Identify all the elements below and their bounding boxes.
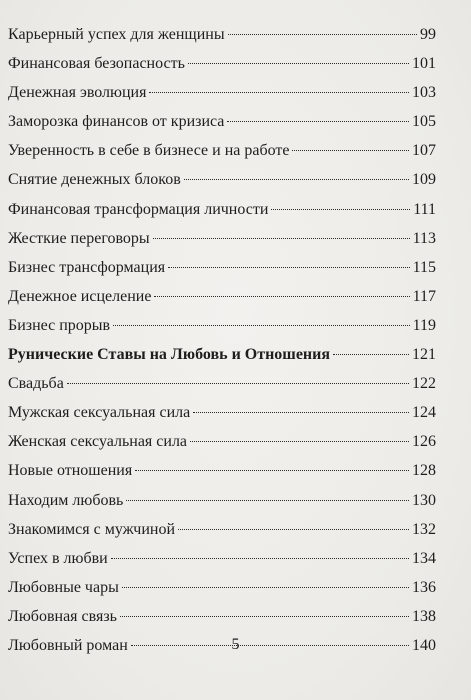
dot-leader <box>227 121 409 122</box>
toc-entry <box>8 107 436 136</box>
toc-entry-page: 113 <box>412 229 436 247</box>
toc-entry-page: 99 <box>420 26 436 43</box>
page-number: 5 <box>231 636 240 653</box>
toc-entry-page: 130 <box>412 491 436 509</box>
toc-entry-page: 119 <box>412 316 436 334</box>
toc-entry-title: Уверенность в себе в бизнесе и на работе <box>8 142 290 160</box>
toc-entry-page: 109 <box>412 171 436 189</box>
toc-entry-title: Финансовая трансформация личности <box>8 200 269 218</box>
dot-leader <box>67 383 409 384</box>
toc-entry-title: Находим любовь <box>8 491 124 509</box>
toc-entry <box>8 224 436 253</box>
toc-entry-title: Женская сексуальная сила <box>8 433 188 451</box>
dot-leader <box>168 267 409 268</box>
toc-entry-page: 128 <box>412 462 436 480</box>
toc-entry-page: 126 <box>412 433 436 451</box>
toc-entry-title: Любовный роман <box>8 636 128 654</box>
toc-entry <box>8 78 436 107</box>
toc-entry-title: Денежное исцеление <box>8 287 152 305</box>
dot-leader <box>149 92 409 93</box>
toc-section-heading <box>8 340 436 369</box>
toc-entry-title: Денежная эволюция <box>8 84 147 102</box>
toc-entry <box>8 515 436 544</box>
toc-entry-title: Бизнес прорыв <box>8 316 111 334</box>
toc-entry-page: 105 <box>412 113 436 131</box>
toc-entry <box>8 311 436 340</box>
toc-entry <box>8 253 436 282</box>
toc-entry <box>8 427 436 456</box>
toc-entry-title: Знакомимся с мужчиной <box>8 520 176 538</box>
toc-entry <box>8 136 436 165</box>
toc-entry-title: Заморозка финансов от кризиса <box>8 113 225 131</box>
toc-entry <box>8 195 436 224</box>
toc-entry <box>8 165 436 194</box>
toc-entry-page: 115 <box>412 258 436 276</box>
toc-entry-page: 107 <box>412 142 436 160</box>
toc-entry-title: Рунические Ставы на Любовь и Отношения <box>8 346 331 364</box>
dot-leader <box>292 150 409 151</box>
dot-leader <box>122 587 409 588</box>
toc-entry-title: Новые отношения <box>8 462 133 480</box>
toc-entry-title: Снятие денежных блоков <box>8 171 181 189</box>
toc-entry-page: 140 <box>412 636 436 654</box>
dot-leader <box>184 179 409 180</box>
toc-entry <box>8 282 436 311</box>
toc-entry <box>8 486 436 515</box>
toc-entry-title: Карьерный успех для женщины <box>8 26 225 43</box>
toc-entry <box>8 398 436 427</box>
toc-entry-title: Успех в любви <box>8 549 108 567</box>
dot-leader <box>120 616 409 617</box>
toc-entry-page: 132 <box>412 520 436 538</box>
toc-entry-title: Любовные чары <box>8 578 119 596</box>
dot-leader <box>154 296 409 297</box>
dot-leader <box>190 441 409 442</box>
dot-leader <box>178 529 409 530</box>
toc-entry-page: 101 <box>412 55 436 73</box>
dot-leader <box>271 209 410 210</box>
dot-leader <box>193 412 409 413</box>
toc-entry-title: Финансовая безопасность <box>8 55 185 73</box>
toc-entry-page: 111 <box>413 200 436 218</box>
toc-entry-title: Мужская сексуальная сила <box>8 404 191 422</box>
toc-entry <box>8 49 436 78</box>
toc-entry-page: 121 <box>412 346 436 364</box>
dot-leader <box>113 325 409 326</box>
toc-entry-page: 117 <box>412 287 436 305</box>
toc-entry <box>8 573 436 602</box>
toc-entry-page: 124 <box>412 404 436 422</box>
toc-entry-page: 103 <box>412 84 436 102</box>
toc-entry <box>8 456 436 485</box>
dot-leader <box>126 500 409 501</box>
toc-entry <box>8 544 436 573</box>
toc-entry-page: 122 <box>412 375 436 393</box>
dot-leader <box>188 63 409 64</box>
dot-leader <box>333 354 409 355</box>
toc-entry-page: 134 <box>412 549 436 567</box>
dot-leader <box>135 470 409 471</box>
dot-leader <box>111 558 409 559</box>
toc-entry-page: 138 <box>412 607 436 625</box>
toc-entry-title: Жесткие переговоры <box>8 229 150 247</box>
toc-entry-page: 136 <box>412 578 436 596</box>
dot-leader <box>228 34 417 35</box>
toc-entry-title: Свадьба <box>8 375 64 393</box>
toc-entry-title: Любовная связь <box>8 607 117 625</box>
toc-entry-title: Бизнес трансформация <box>8 258 166 276</box>
toc-entry <box>8 602 436 631</box>
dot-leader <box>153 238 410 239</box>
toc-entry <box>8 369 436 398</box>
table-of-contents <box>8 20 436 660</box>
toc-entry <box>8 20 436 49</box>
